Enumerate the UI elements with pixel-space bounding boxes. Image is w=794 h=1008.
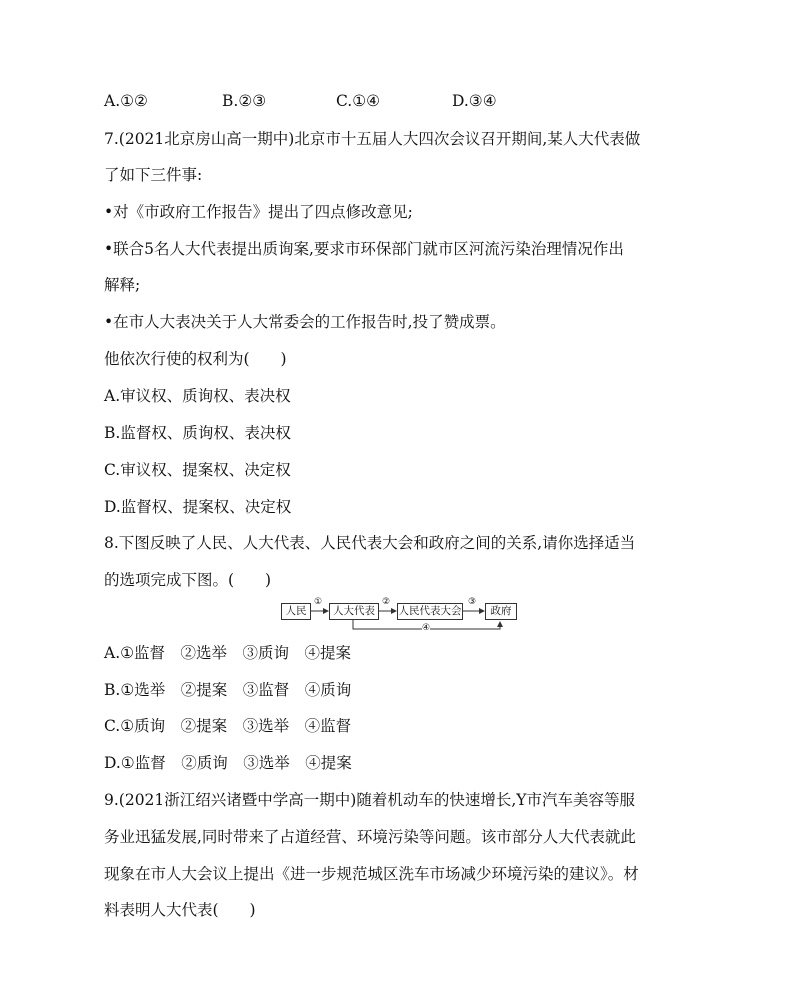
q6-option-b: B.②③	[222, 92, 267, 110]
arrow-label-3: ③	[468, 597, 477, 607]
q7-bullet-2: •联合5名人大代表提出质询案,要求市环保部门就市区河流污染治理情况作出	[104, 240, 624, 258]
q7-stem: 他依次行使的权利为( )	[104, 350, 287, 368]
q7-option-b: B.监督权、质询权、表决权	[104, 424, 291, 442]
arrow-label-1: ①	[314, 597, 323, 607]
q7-bullet-2-cont: 解释;	[104, 276, 141, 294]
q7-line-1: 7.(2021北京房山高一期中)北京市十五届人大四次会议召开期间,某人大代表做	[104, 130, 641, 148]
q8-relationship-diagram	[280, 599, 518, 635]
box-npc-deputy: 人大代表	[329, 603, 379, 620]
box-peoples-congress: 人民代表大会	[397, 603, 463, 620]
q7-option-a: A.审议权、质询权、表决权	[104, 387, 291, 405]
q8-option-d: D.①监督 ②质询 ③选举 ④提案	[104, 754, 352, 772]
q7-bullet-3: •在市人大表决关于人大常委会的工作报告时,投了赞成票。	[104, 313, 506, 331]
q8-option-c: C.①质询 ②提案 ③选举 ④监督	[104, 717, 352, 735]
q6-option-c: C.①④	[336, 92, 381, 110]
q7-bullet-1: •对《市政府工作报告》提出了四点修改意见;	[104, 203, 413, 221]
q8-option-b: B.①选举 ②提案 ③监督 ④质询	[104, 681, 352, 699]
box-government: 政府	[485, 603, 517, 620]
q8-option-a: A.①监督 ②选举 ③质询 ④提案	[104, 644, 352, 662]
q6-option-a: A.①②	[104, 92, 148, 110]
q9-line-3: 现象在市人大会议上提出《进一步规范城区洗车市场减少环境污染的建议》。材	[104, 865, 639, 883]
arrow-label-2: ②	[382, 597, 391, 607]
q9-line-1: 9.(2021浙江绍兴诸暨中学高一期中)随着机动车的快速增长,Y市汽车美容等服	[104, 791, 635, 809]
q6-option-d: D.③④	[452, 92, 497, 110]
q7-option-c: C.审议权、提案权、决定权	[104, 461, 291, 479]
q9-line-4: 料表明人大代表( )	[104, 901, 256, 919]
q7-option-d: D.监督权、提案权、决定权	[104, 498, 292, 516]
q8-line-1: 8.下图反映了人民、人大代表、人民代表大会和政府之间的关系,请你选择适当	[104, 534, 636, 552]
q9-line-2: 务业迅猛发展,同时带来了占道经营、环境污染等问题。该市部分人大代表就此	[104, 828, 636, 846]
box-people: 人民	[281, 603, 311, 620]
arrow-label-4: ④	[422, 623, 431, 633]
q8-line-2: 的选项完成下图。( )	[104, 571, 272, 589]
q7-line-2: 了如下三件事:	[104, 166, 203, 184]
